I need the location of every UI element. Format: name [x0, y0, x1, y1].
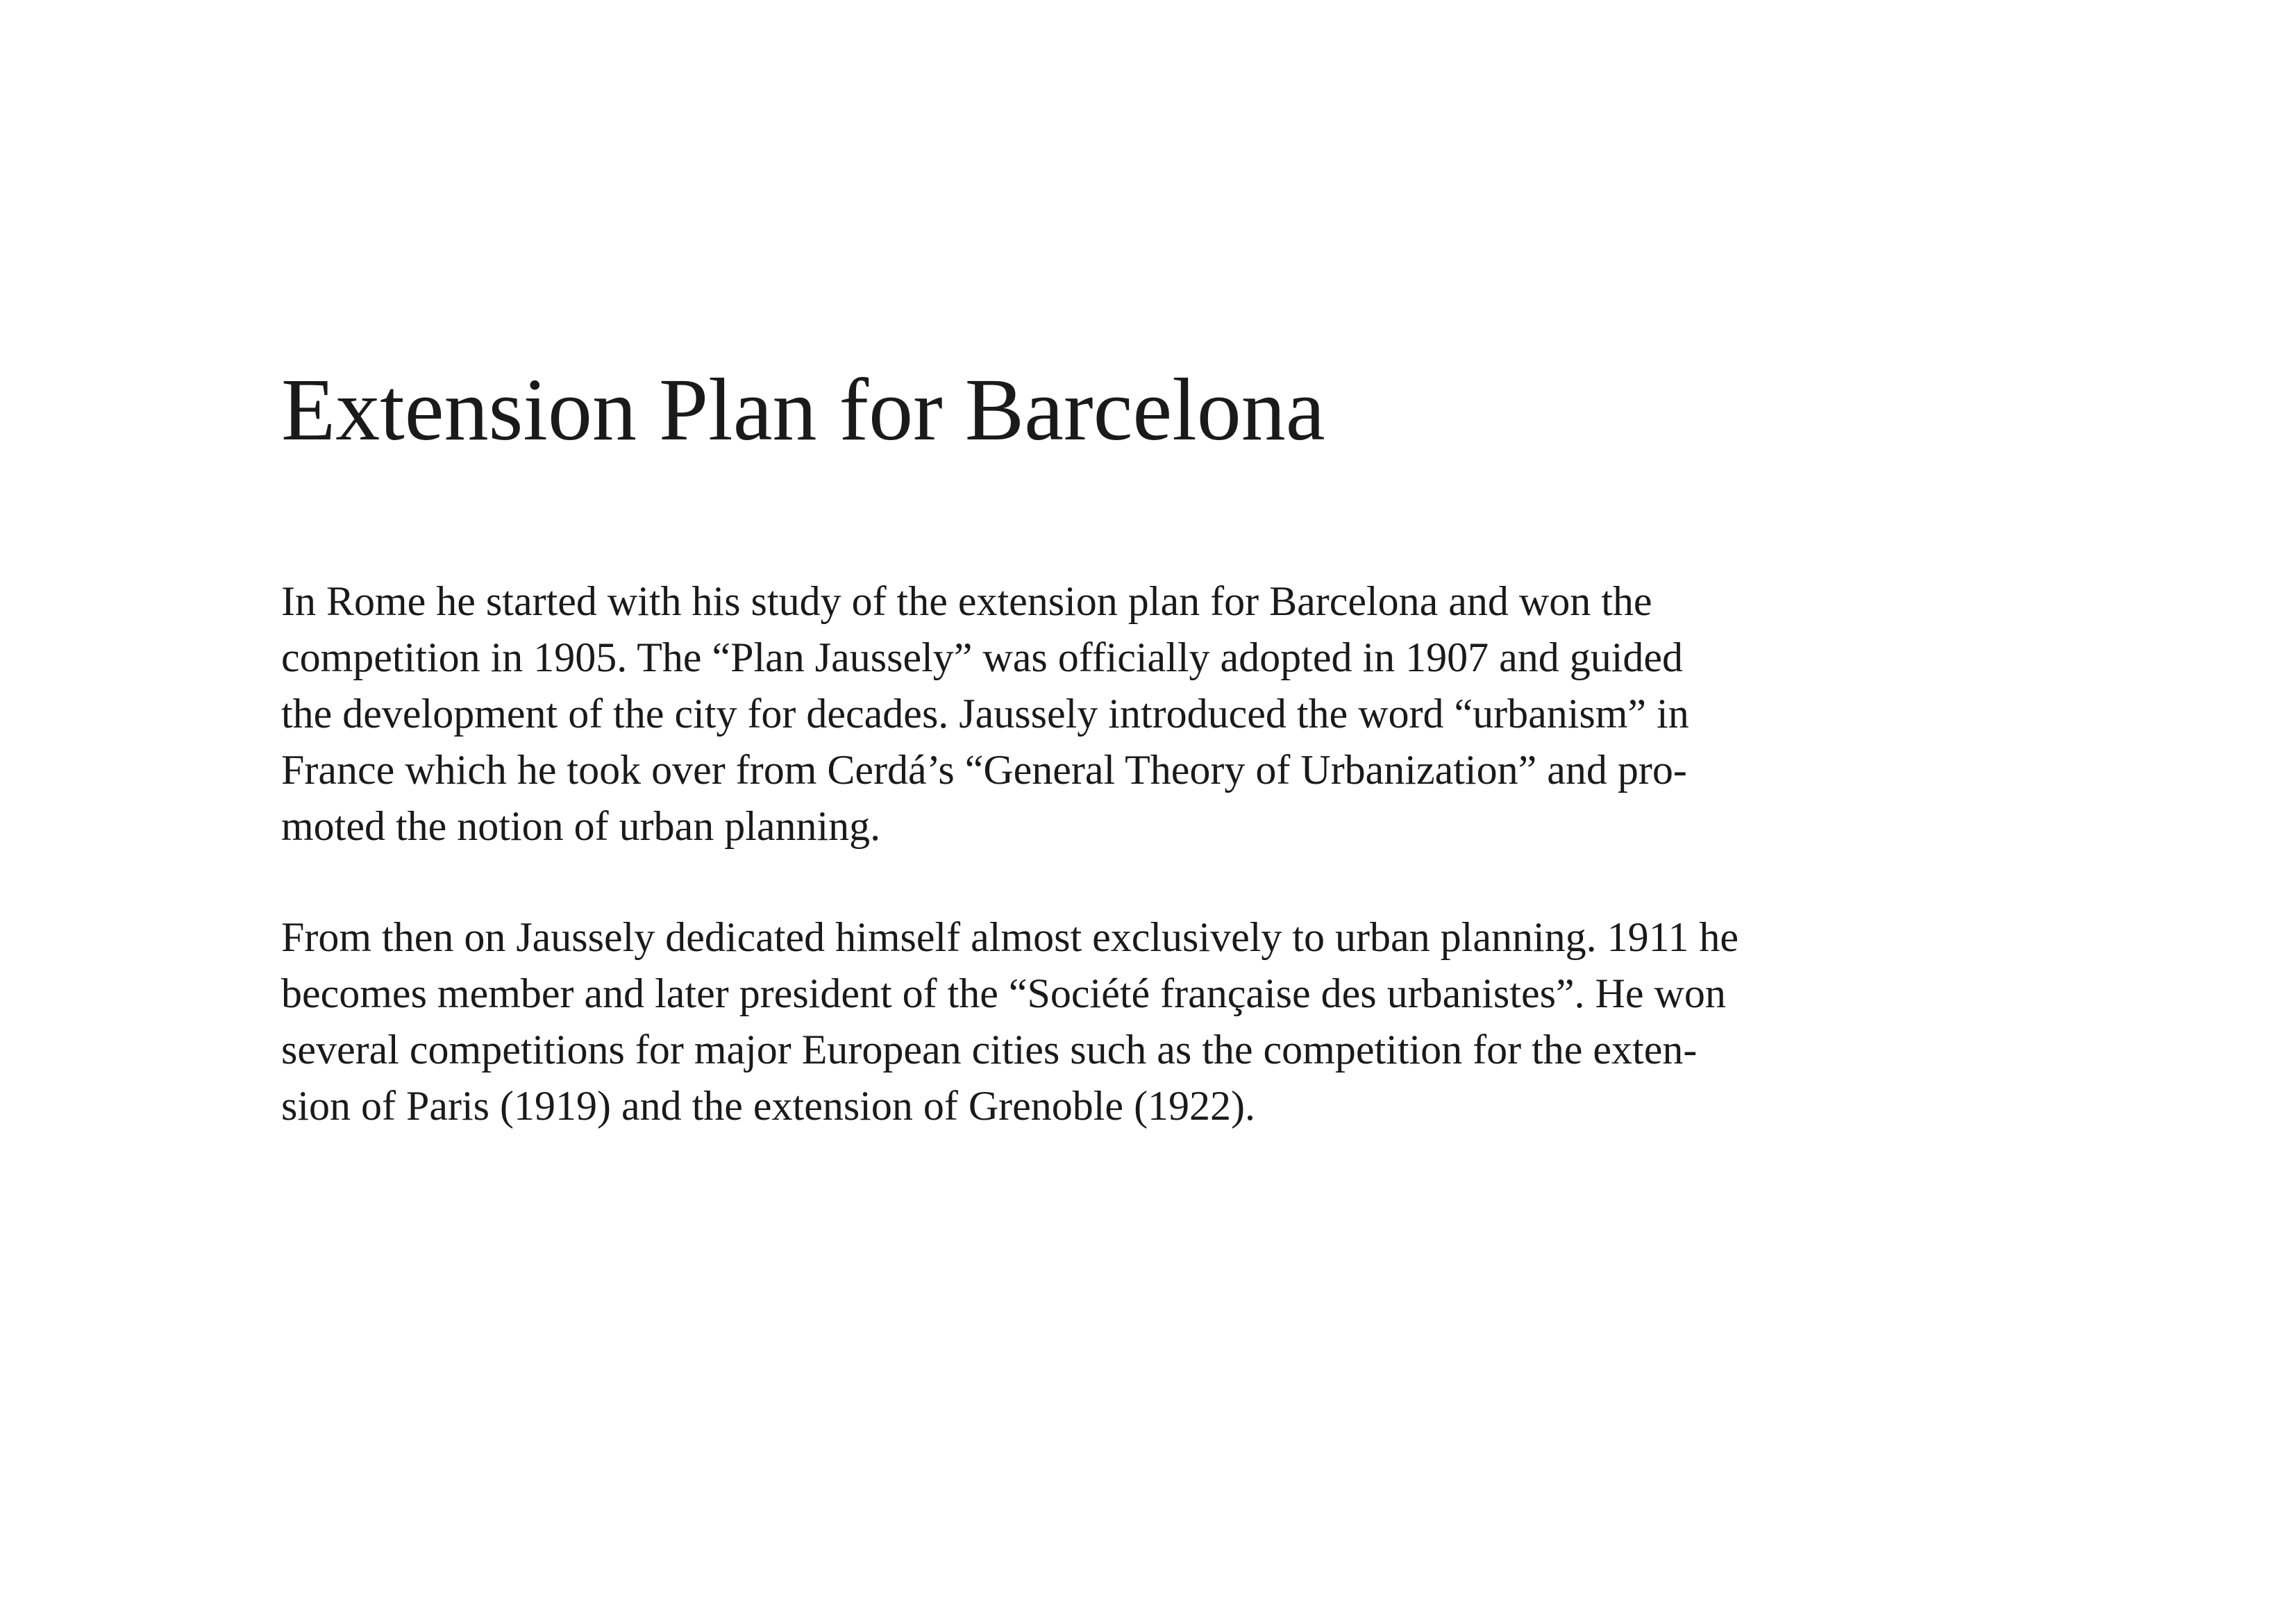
paragraph-1: [281, 573, 1920, 855]
page-title: Extension Plan for Barcelona: [281, 360, 1325, 459]
paragraph-1-line-1: In Rome he started with his study of the extension plan for Barcelona and won the: [281, 578, 1652, 624]
paragraph-2-line-4: sion of Paris (1919) and the extension of Grenoble (1922).: [281, 1083, 1256, 1129]
paragraph-1-line-5: moted the notion of urban planning.: [281, 803, 881, 849]
paragraph-2-line-2: becomes member and later president of the “Société française des urbanistes”. He won: [281, 970, 1726, 1016]
paragraph-1-line-3: the development of the city for decades. Jaussely introduced the word “urbanism” in: [281, 691, 1689, 737]
paragraph-2: [281, 909, 1920, 1134]
paragraph-1-line-4: France which he took over from Cerdá’s “General Theory of Urbanization” and pro-: [281, 747, 1687, 793]
paragraph-2-line-1: From then on Jaussely dedicated himself almost exclusively to urban planning. 1911 he: [281, 914, 1739, 960]
paragraph-1-line-2: competition in 1905. The “Plan Jaussely” was officially adopted in 1907 and guided: [281, 634, 1684, 680]
paragraph-2-line-3: several competitions for major European cities such as the competition for the exten-: [281, 1027, 1698, 1073]
